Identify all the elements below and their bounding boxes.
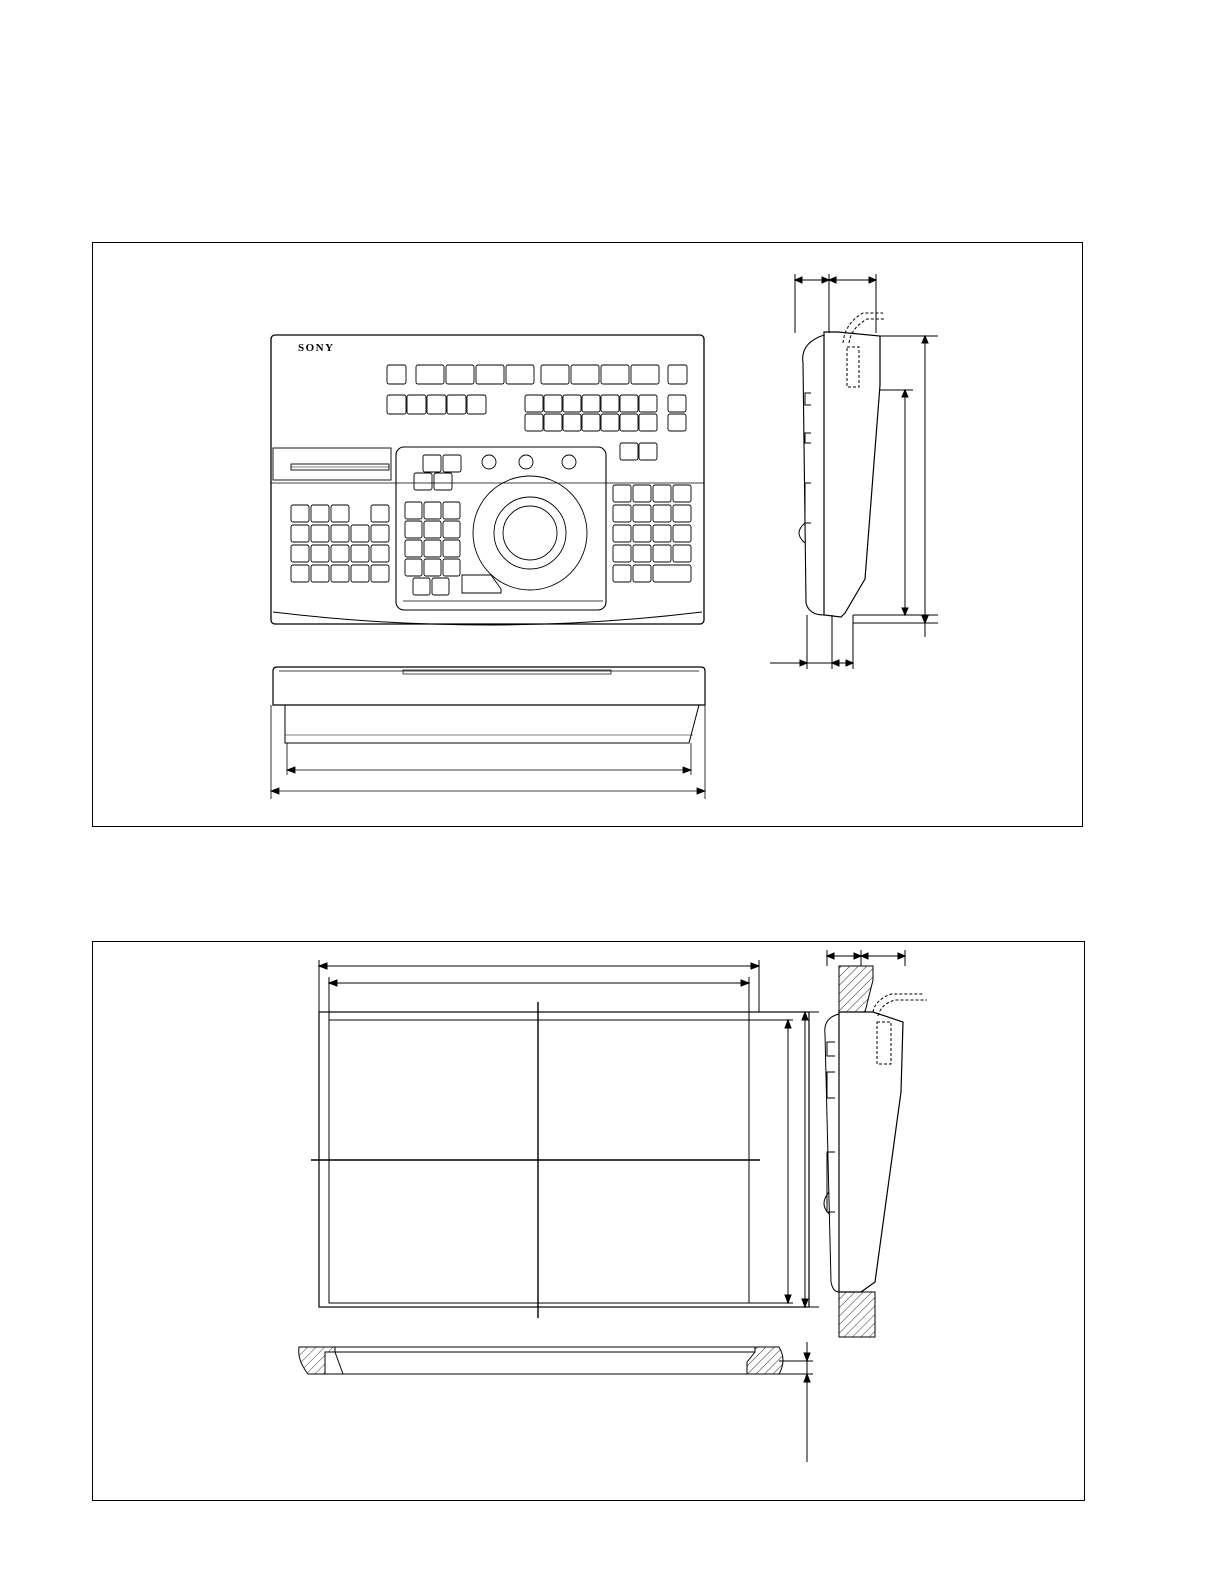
right-keypad — [613, 485, 691, 582]
keyboard-dimensions-drawing — [93, 243, 1084, 828]
keyboard-front-elevation — [271, 667, 705, 799]
trackball-control-area — [396, 447, 606, 610]
mounting-cutout-figure — [92, 941, 1085, 1501]
function-key-row-2-left — [387, 395, 486, 414]
width-dimension — [271, 705, 705, 799]
function-key-block-right — [525, 395, 686, 460]
left-keypad — [291, 505, 389, 582]
trackball-outer — [494, 497, 566, 569]
control-knob-2 — [519, 455, 533, 469]
trackball — [503, 506, 557, 560]
keyboard-side-view — [770, 274, 938, 669]
panel-cutout-plan — [311, 960, 819, 1318]
mounted-keyboard-side-view — [824, 950, 927, 1337]
mounting-cutout-drawing — [93, 942, 1086, 1502]
panel-cutout-section — [299, 1342, 813, 1462]
control-knob-1 — [482, 455, 496, 469]
keyboard-dimensions-figure — [92, 242, 1083, 827]
control-knob-3 — [562, 455, 576, 469]
disk-drive-slot — [273, 448, 391, 480]
function-key-row-1 — [387, 365, 687, 384]
keyboard-front-view — [271, 335, 704, 625]
brand-logo: SONY — [298, 342, 335, 354]
trackball-ring — [473, 476, 587, 590]
